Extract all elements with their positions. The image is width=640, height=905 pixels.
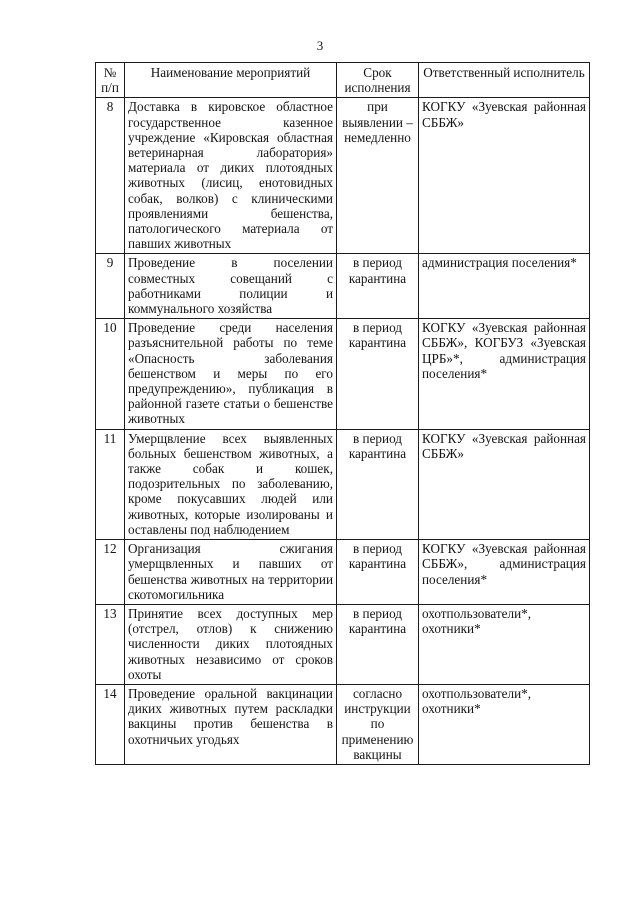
responsible: охотпользователи*, охотники* [419,604,590,684]
measure-name: Проведение оральной вакцинации диких животных путем раскладки вакцины против бешенства в охотничьих угодьях [125,684,337,764]
deadline: в период карантина [337,540,419,605]
deadline: в период карантина [337,319,419,429]
row-number: 10 [96,319,125,429]
measures-table [95,62,590,765]
measure-name: Доставка в кировское областное государственное казенное учреждение «Кировская областная ветеринарная лаборатория» материала от диких плотоядных животных (лисиц, енотовидных собак, волков) с клиническими проявлениями бешенства, патологического материала от павших животных [125,98,337,254]
responsible: охотпользователи*, охотники* [419,684,590,764]
header-deadline: Срок исполнения [337,63,419,98]
table-row [96,429,590,539]
responsible: КОГКУ «Зуевская районная СББЖ», КОГБУЗ «Зуевская ЦРБ»*, администрация поселения* [419,319,590,429]
deadline: при выявлении – немедленно [337,98,419,254]
measure-name: Проведение среди населения разъяснительной работы по теме «Опасность заболевания бешенством и меры по его предупреждению», публикация в районной газете статьи о бешенстве животных [125,319,337,429]
deadline: согласно инструкции по применению вакцины [337,684,419,764]
row-number: 11 [96,429,125,539]
table-row [96,254,590,319]
row-number: 13 [96,604,125,684]
deadline: в период карантина [337,254,419,319]
measure-name: Умерщвление всех выявленных больных бешенством животных, а также собак и кошек, подозрительных по заболеванию, кроме покусавших людей или животных, которые изолированы и оставлены под наблюдением [125,429,337,539]
row-number: 9 [96,254,125,319]
table-row [96,604,590,684]
measure-name: Организация сжигания умерщвленных и павших от бешенства животных на территории скотомогильника [125,540,337,605]
responsible: КОГКУ «Зуевская районная СББЖ» [419,429,590,539]
table-header-row [96,63,590,98]
responsible: КОГКУ «Зуевская районная СББЖ» [419,98,590,254]
table-row [96,540,590,605]
table-row [96,684,590,764]
header-number: № п/п [96,63,125,98]
responsible: администрация поселения* [419,254,590,319]
row-number: 8 [96,98,125,254]
header-responsible: Ответственный исполнитель [419,63,590,98]
responsible: КОГКУ «Зуевская районная СББЖ», администрация поселения* [419,540,590,605]
deadline: в период карантина [337,604,419,684]
row-number: 14 [96,684,125,764]
deadline: в период карантина [337,429,419,539]
page-number: 3 [316,38,324,53]
measure-name: Проведение в поселении совместных совещаний с работниками полиции и коммунального хозяйства [125,254,337,319]
row-number: 12 [96,540,125,605]
measure-name: Принятие всех доступных мер (отстрел, отлов) к снижению численности диких плотоядных животных независимо от сроков охоты [125,604,337,684]
table-row [96,98,590,254]
header-measure-name: Наименование мероприятий [125,63,337,98]
table-row [96,319,590,429]
